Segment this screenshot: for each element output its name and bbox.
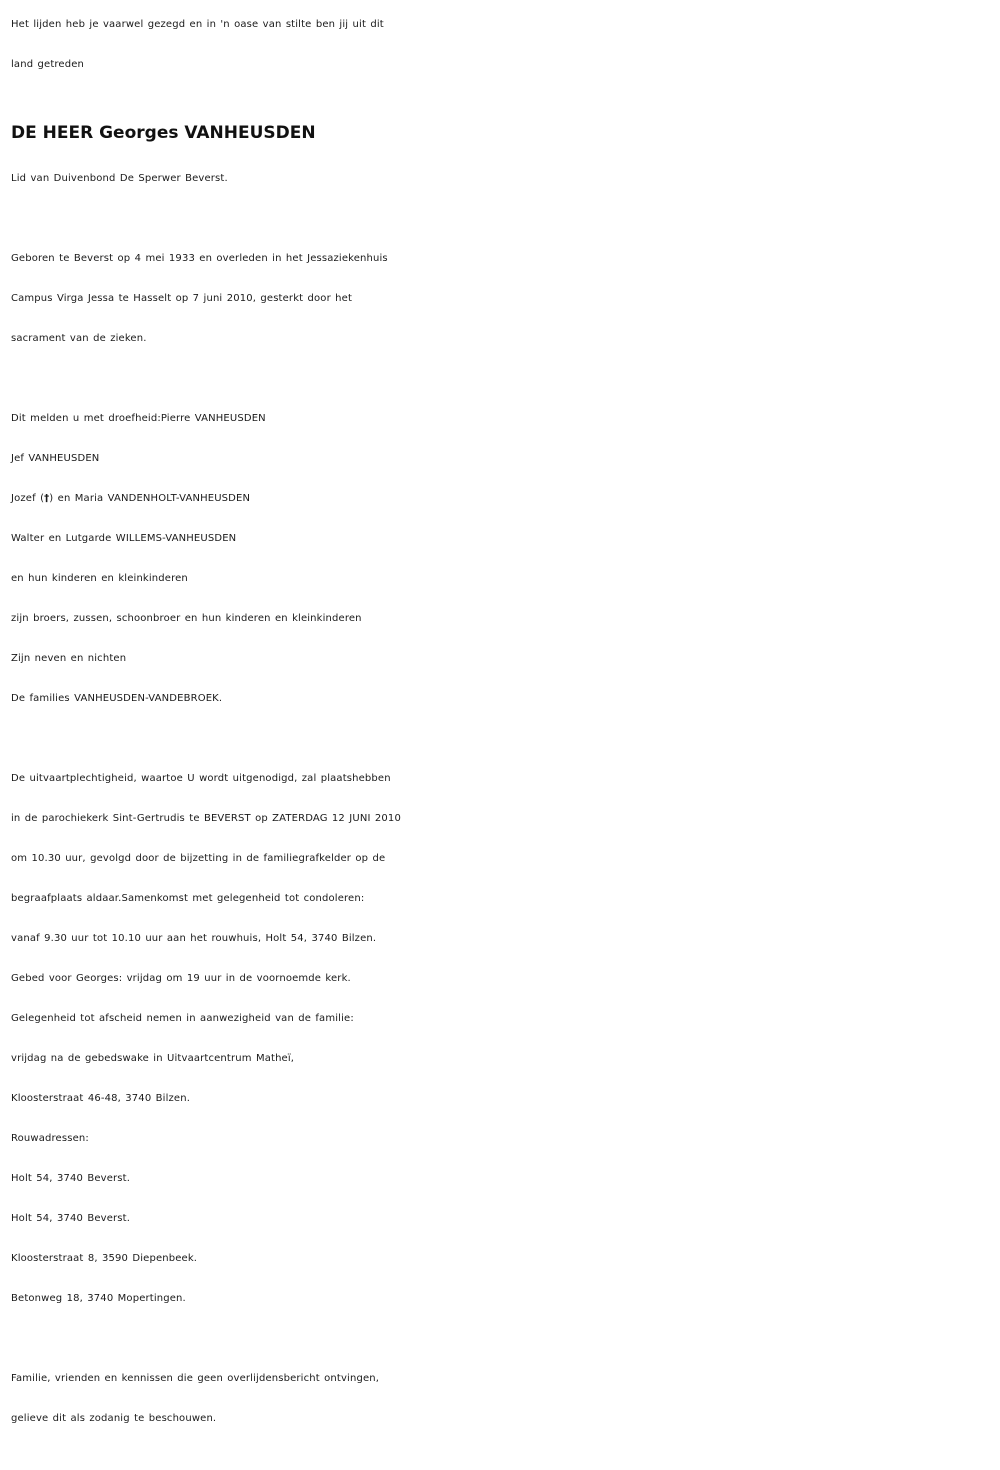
- funeral-line: Kloosterstraat 46-48, 3740 Bilzen.: [11, 1093, 191, 1104]
- funeral-line: Gebed voor Georges: vrijdag om 19 uur in de voornoemde kerk.: [11, 973, 351, 984]
- funeral-line: vrijdag na de gebedswake in Uitvaartcentrum Matheï,: [11, 1053, 295, 1064]
- mourning-address: Kloosterstraat 8, 3590 Diepenbeek.: [11, 1253, 198, 1264]
- mourning-addresses-label: Rouwadressen:: [11, 1133, 89, 1144]
- intro-line: Het lijden heb je vaarwel gezegd en in 'n oase van stilte ben jij uit dit: [11, 19, 384, 30]
- mourning-address: Holt 54, 3740 Beverst.: [11, 1173, 131, 1184]
- intro-verse: [11, 5, 990, 85]
- cross-icon: †: [44, 493, 50, 504]
- intro-line: land getreden: [11, 59, 85, 70]
- mourner-line: Jef VANHEUSDEN: [11, 453, 100, 464]
- closing-note: [11, 1359, 990, 1439]
- birth-death-line: sacrament van de zieken.: [11, 333, 147, 344]
- mourner-line: Walter en Lutgarde WILLEMS-VANHEUSDEN: [11, 533, 237, 544]
- mourner-line: [11, 479, 990, 519]
- mourning-address: Holt 54, 3740 Beverst.: [11, 1213, 131, 1224]
- mourner-line: Zijn neven en nichten: [11, 653, 127, 664]
- funeral-line: in de parochiekerk Sint-Gertrudis te BEVERST op ZATERDAG 12 JUNI 2010: [11, 813, 401, 824]
- funeral-line: begraafplaats aldaar.Samenkomst met gelegenheid tot condoleren:: [11, 893, 365, 904]
- birth-death-paragraph: [11, 239, 990, 359]
- mourner-line: Dit melden u met droefheid:Pierre VANHEUSDEN: [11, 413, 266, 424]
- membership-line: Lid van Duivenbond De Sperwer Beverst.: [11, 173, 228, 184]
- deceased-name-heading: DE HEER Georges VANHEUSDEN: [11, 123, 316, 143]
- funeral-line: De uitvaartplechtigheid, waartoe U wordt uitgenodigd, zal plaatshebben: [11, 773, 391, 784]
- funeral-line: Gelegenheid tot afscheid nemen in aanwezigheid van de familie:: [11, 1013, 354, 1024]
- funeral-line: om 10.30 uur, gevolgd door de bijzetting in de familiegrafkelder op de: [11, 853, 386, 864]
- closing-line: Familie, vrienden en kennissen die geen overlijdensbericht ontvingen,: [11, 1373, 380, 1384]
- mourning-address: Betonweg 18, 3740 Mopertingen.: [11, 1293, 186, 1304]
- mourner-line: De families VANHEUSDEN-VANDEBROEK.: [11, 693, 223, 704]
- birth-death-line: Campus Virga Jessa te Hasselt op 7 juni 2010, gesterkt door het: [11, 293, 353, 304]
- mourners-list: [11, 399, 990, 719]
- mourner-line: zijn broers, zussen, schoonbroer en hun kinderen en kleinkinderen: [11, 613, 362, 624]
- funeral-line: vanaf 9.30 uur tot 10.10 uur aan het rouwhuis, Holt 54, 3740 Bilzen.: [11, 933, 377, 944]
- funeral-details: [11, 759, 990, 1319]
- mourner-text: Jozef (: [11, 493, 45, 504]
- closing-line: gelieve dit als zodanig te beschouwen.: [11, 1413, 217, 1424]
- mourner-text: ) en Maria VANDENHOLT-VANHEUSDEN: [49, 493, 251, 504]
- birth-death-line: Geboren te Beverst op 4 mei 1933 en overleden in het Jessaziekenhuis: [11, 253, 388, 264]
- mourner-line: en hun kinderen en kleinkinderen: [11, 573, 188, 584]
